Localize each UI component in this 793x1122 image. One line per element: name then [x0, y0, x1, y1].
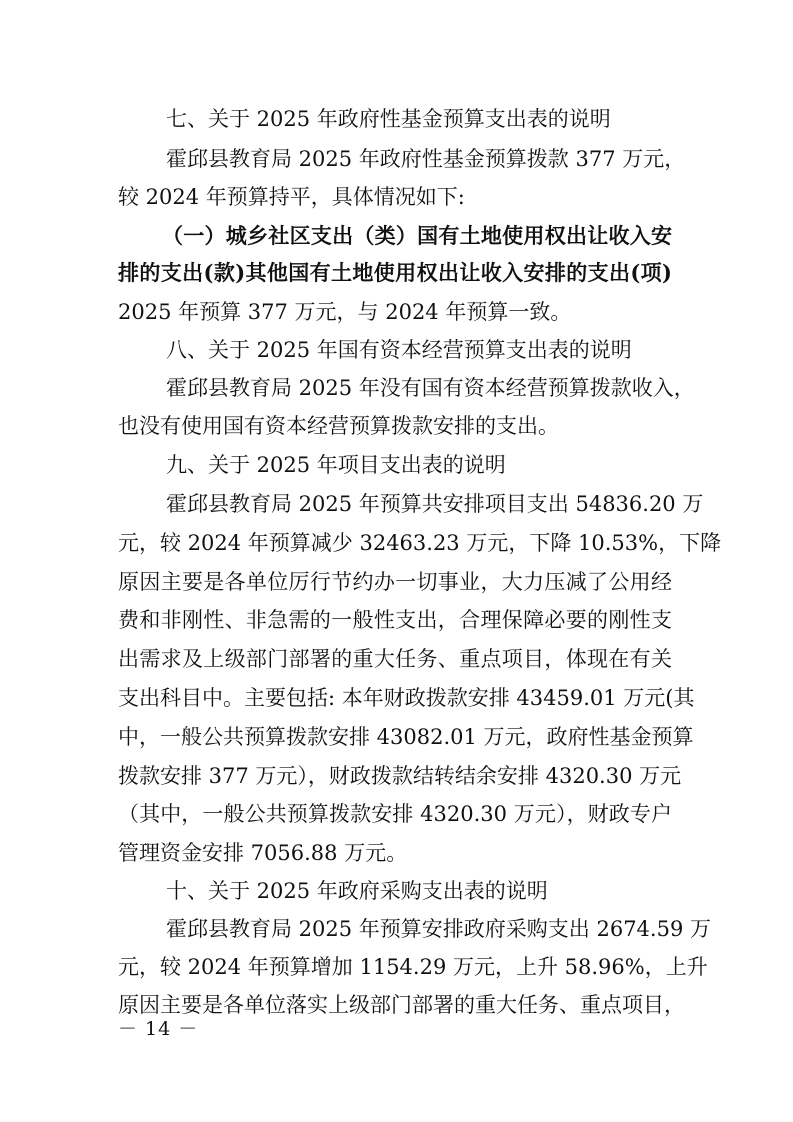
subheading-line-text: （一）城乡社区支出（类）国有土地使用权出让收入安 — [162, 223, 672, 248]
subheading-line-text: 排的支出(款)其他国有土地使用权出让收入安排的支出(项) — [118, 260, 672, 285]
paragraph-line-text: 霍邱县教育局 2025 年政府性基金预算拨款 377 万元， — [166, 147, 686, 171]
section-heading-9-text: 九、关于 2025 年项目支出表的说明 — [166, 453, 506, 477]
section-heading-7-text: 七、关于 2025 年政府性基金预算支出表的说明 — [166, 107, 611, 131]
section-heading-10-text: 十、关于 2025 年政府采购支出表的说明 — [166, 879, 548, 903]
paragraph-line-text: 管理资金安排 7056.88 万元。 — [118, 841, 408, 865]
paragraph-line-text: 中，一般公共预算拨款安排 43082.01 万元，政府性基金预算 — [118, 725, 694, 749]
section-heading-8-text: 八、关于 2025 年国有资本经营预算支出表的说明 — [166, 338, 632, 362]
paragraph-line-text: 霍邱县教育局 2025 年没有国有资本经营预算拨款收入， — [166, 376, 695, 400]
paragraph-line-text: 费和非刚性、非急需的一般性支出，合理保障必要的刚性支 — [118, 608, 672, 632]
paragraph-line-text: 支出科目中。主要包括: 本年财政拨款安排 43459.01 万元(其 — [118, 686, 695, 710]
paragraph-line-text: 霍邱县教育局 2025 年预算共安排项目支出 54836.20 万 — [166, 492, 704, 516]
page-number: － 14 － — [118, 1018, 199, 1040]
paragraph-line-text: 拨款安排 377 万元），财政拨款结转结余安排 4320.30 万元 — [118, 764, 682, 788]
paragraph-line-text: 2025 年预算 377 万元，与 2024 年预算一致。 — [118, 300, 572, 324]
paragraph-line-text: 元，较 2024 年预算增加 1154.29 万元，上升 58.96%，上升 — [118, 955, 708, 979]
paragraph-line-text: 较 2024 年预算持平，具体情况如下: — [118, 185, 465, 209]
paragraph-line-text: 原因主要是各单位落实上级部门部署的重大任务、重点项目， — [118, 993, 685, 1017]
paragraph-line-text: 出需求及上级部门部署的重大任务、重点项目，体现在有关 — [118, 647, 672, 671]
paragraph-line-text: （其中，一般公共预算拨款安排 4320.30 万元），财政专户 — [118, 802, 672, 826]
paragraph-line-text: 霍邱县教育局 2025 年预算安排政府采购支出 2674.59 万 — [166, 917, 711, 941]
paragraph-line-text: 也没有使用国有资本经营预算拨款安排的支出。 — [118, 414, 559, 438]
paragraph-line-text: 原因主要是各单位厉行节约办一切事业，大力压减了公用经 — [118, 570, 672, 594]
paragraph-line-text: 元，较 2024 年预算减少 32463.23 万元，下降 10.53%，下降 — [118, 531, 722, 555]
